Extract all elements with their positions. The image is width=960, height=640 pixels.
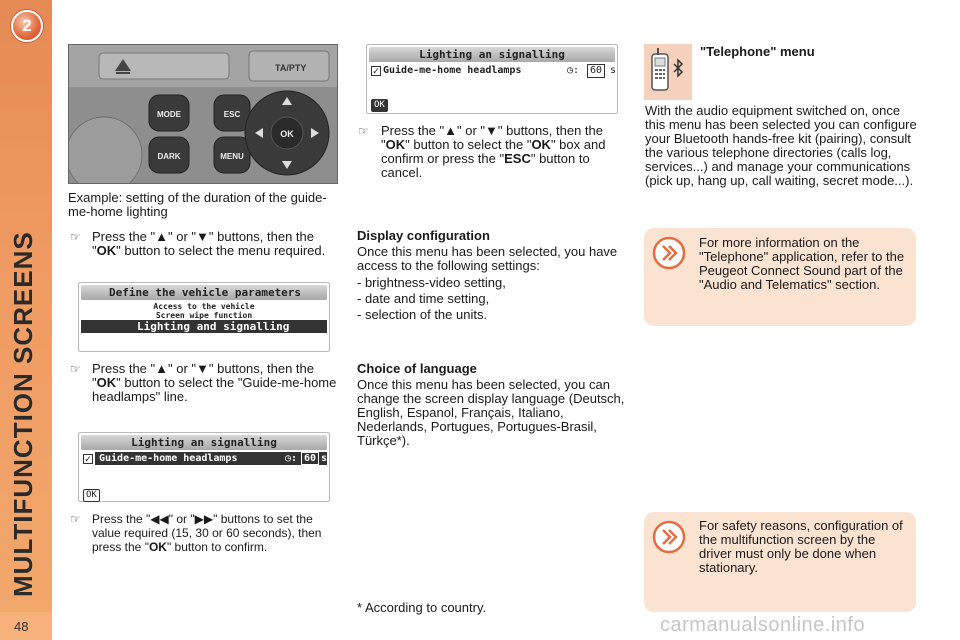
display-config-intro: Once this menu has been selected, you have access to the following settings: (357, 244, 618, 273)
arrow-down-symbol-icon: ▼ (196, 229, 209, 244)
fast-forward-icon: ▶▶ (194, 512, 214, 526)
display-config-item: - selection of the units. (357, 307, 488, 322)
arrow-up-symbol-icon: ▲ (444, 123, 458, 138)
screen-line-wipe: Screen wipe function (155, 311, 253, 320)
arrow-down-symbol-icon: ▼ (485, 123, 498, 138)
ta-pty-label: TA/PTY (275, 63, 307, 73)
chapter-sidebar (0, 0, 52, 640)
unit: s (610, 65, 617, 76)
control-panel-photo (68, 44, 338, 184)
arrow-up-symbol-icon: ▲ (155, 229, 169, 244)
control-panel-illustration (69, 45, 338, 184)
arrow-bullet-icon: ☞ (358, 124, 369, 138)
telephone-menu-body: With the audio equipment switched on, once this menu has been selected you can configure your Bluetooth hands-free kit (pairing), consult the various telephone directories (calls log, services...) and manage your communications (pick up, hang up, call waiting, secret mode...). (645, 103, 917, 188)
esc-label: ESC (223, 110, 241, 119)
value-box: 60 (587, 64, 605, 78)
display-config-item: - brightness-video setting, (357, 275, 506, 290)
timer-icon: ◷: (284, 453, 297, 464)
step-select-line: Press the "▲" or "▼" buttons, then the "OK" button to select the "Guide-me-home headlamps" line. (92, 361, 337, 404)
chapter-number: 2 (22, 16, 32, 35)
dark-label: DARK (157, 152, 181, 161)
display-config-item: - date and time setting, (357, 291, 490, 306)
photo-caption: Example: setting of the duration of the guide-me-home lighting (68, 190, 327, 219)
screen-highlight-guide: Guide-me-home headlamps ◷: 60 s (95, 452, 327, 465)
screen-lighting-signalling-2 (366, 44, 618, 114)
info-box-safety (644, 512, 916, 612)
language-body: Once this menu has been selected, you can change the screen display language (Deutsch, English, Espanol, Français, Italiano, Nederlands, Portugues, Portugues-Brasil, Türkçe*). (357, 377, 625, 448)
screen-header: Lighting an signalling (81, 435, 327, 450)
info-chevron-icon (652, 520, 686, 554)
unit: s (320, 453, 327, 464)
screen-line-guide: Guide-me-home headlamps (383, 65, 522, 76)
arrow-bullet-icon: ☞ (70, 230, 81, 244)
step-set-value: Press the "◀◀" or "▶▶" buttons to set the value required (15, 30 or 60 seconds), then press the "OK" button to confirm. (92, 512, 322, 554)
fast-back-icon: ◀◀ (150, 512, 169, 526)
value-box: 60 (301, 452, 319, 465)
info-telephone-text: For more information on the "Telephone" application, refer to the Peugeot Connect Sound part of the "Audio and Telematics" section. (699, 235, 905, 292)
telephone-menu-heading: "Telephone" menu (700, 44, 815, 59)
ok-label: OK (280, 129, 294, 139)
menu-label: MENU (220, 152, 244, 161)
info-chevron-icon (652, 236, 686, 270)
ok-box-selected: OK (371, 99, 388, 112)
checkbox-icon: ✓ (372, 66, 380, 76)
info-safety-text: For safety reasons, configuration of the multifunction screen by the driver must only be done when stationary. (699, 518, 903, 575)
screen-line-access: Access to the vehicle (153, 302, 255, 311)
info-box-telephone (644, 228, 916, 326)
checkbox-icon: ✓ (84, 454, 92, 464)
mode-label: MODE (157, 110, 181, 119)
step-confirm: Press the "▲" or "▼" buttons, then the "OK" button to select the "OK" box and confirm or press the "ESC" button to cancel. (381, 123, 606, 180)
arrow-up-symbol-icon: ▲ (155, 361, 169, 376)
screen-define-vehicle-parameters (78, 282, 330, 352)
display-config-heading: Display configuration (357, 228, 490, 243)
step-select-menu: Press the "▲" or "▼" buttons, then the "OK" button to select the menu required. (92, 229, 326, 258)
timer-icon: ◷: (567, 65, 580, 76)
ok-box: OK (83, 489, 100, 502)
screen-lighting-signalling-1 (78, 432, 330, 502)
arrow-down-symbol-icon: ▼ (196, 361, 209, 376)
chapter-title: MULTIFUNCTION SCREENS (8, 231, 38, 597)
screen-highlight-lighting: Lighting and signalling (81, 320, 327, 333)
arrow-bullet-icon: ☞ (70, 512, 81, 526)
language-heading: Choice of language (357, 361, 477, 376)
watermark: carmanualsonline.info (660, 614, 866, 636)
arrow-bullet-icon: ☞ (70, 362, 81, 376)
page-number: 48 (0, 612, 52, 640)
screen-header: Lighting an signalling (369, 47, 615, 62)
telephone-bluetooth-icon (644, 44, 692, 100)
footnote: * According to country. (357, 600, 487, 615)
chapter-badge (11, 10, 43, 42)
screen-header: Define the vehicle parameters (81, 285, 327, 300)
